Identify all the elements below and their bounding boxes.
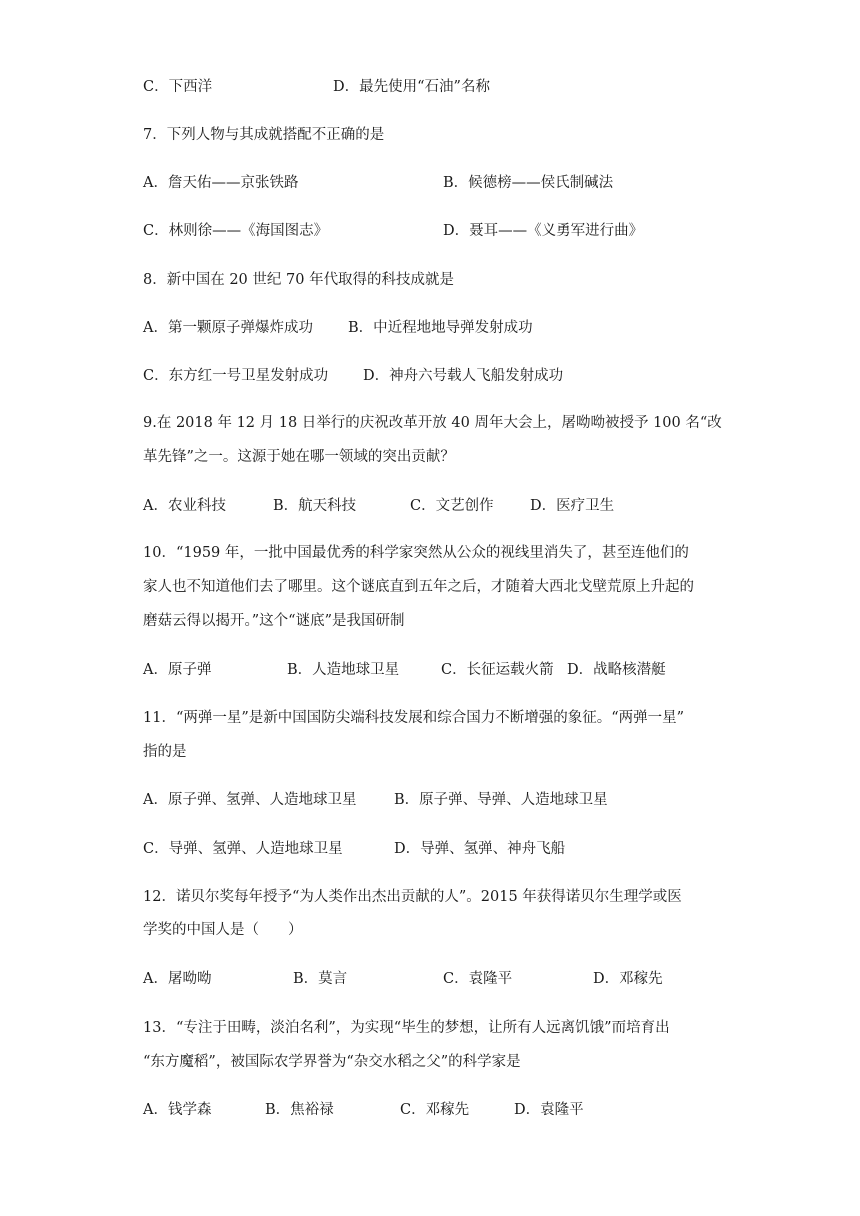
q13-stem-line-1: 13．“专注于田畴，淡泊名利”，为实现“毕生的梦想，让所有人远离饥饿”而培育出	[143, 1020, 670, 1036]
q10-option-d: D．战略核潜艇	[567, 662, 666, 678]
q10-option-c: C．长征运载火箭	[441, 662, 554, 678]
q8-option-b: B．中近程地地导弹发射成功	[348, 320, 533, 336]
q13-stem-line-2: “东方魔稻”，被国际农学界誉为“杂交水稻之父”的科学家是	[143, 1054, 521, 1070]
q13-option-c: C．邓稼先	[400, 1102, 470, 1118]
q7-stem: 7．下列人物与其成就搭配不正确的是	[143, 127, 385, 143]
q13-option-d: D．袁隆平	[514, 1102, 584, 1118]
q10-stem-line-3: 磨菇云得以揭开。”这个“谜底”是我国研制	[143, 613, 405, 629]
q8-stem: 8．新中国在 20 世纪 70 年代取得的科技成就是	[143, 272, 455, 288]
q7-option-a: A．詹天佑——京张铁路	[143, 175, 299, 191]
q6-option-c: C．下西洋	[143, 79, 213, 95]
q12-option-a: A．屠呦呦	[143, 971, 212, 987]
q10-stem-line-1: 10．“1959 年，一批中国最优秀的科学家突然从公众的视线里消失了，甚至连他们的	[143, 545, 689, 561]
q12-stem-line-1: 12．诺贝尔奖每年授予“为人类作出杰出贡献的人”。2015 年获得诺贝尔生理学或医	[143, 889, 682, 905]
q12-option-b: B．莫言	[293, 971, 348, 987]
q11-stem-line-2: 指的是	[143, 744, 187, 760]
q11-option-a: A．原子弹、氢弹、人造地球卫星	[143, 792, 357, 808]
q13-option-b: B．焦裕禄	[265, 1102, 334, 1118]
q11-option-d: D．导弹、氢弹、神舟飞船	[394, 841, 566, 857]
q10-option-a: A．原子弹	[143, 662, 212, 678]
q7-option-c: C．林则徐——《海国图志》	[143, 223, 329, 239]
q9-option-a: A．农业科技	[143, 498, 226, 514]
q9-stem-line-1: 9.在 2018 年 12 月 18 日举行的庆祝改革开放 40 周年大会上，屠呦呦被授予 100 名“改	[143, 415, 722, 431]
q13-option-a: A．钱学森	[143, 1102, 212, 1118]
q11-option-b: B．原子弹、导弹、人造地球卫星	[394, 792, 608, 808]
q8-option-c: C．东方红一号卫星发射成功	[143, 368, 329, 384]
q9-option-d: D．医疗卫生	[530, 498, 615, 514]
q10-stem-line-2: 家人也不知道他们去了哪里。这个谜底直到五年之后，才随着大西北戈壁荒原上升起的	[143, 579, 694, 595]
q9-option-b: B．航天科技	[273, 498, 357, 514]
q6-option-d: D．最先使用“石油”名称	[333, 79, 490, 95]
q10-option-b: B．人造地球卫星	[287, 662, 400, 678]
q9-option-c: C．文艺创作	[410, 498, 494, 514]
q9-stem-line-2: 革先锋”之一。这源于她在哪一领域的突出贡献？	[143, 449, 455, 465]
q7-option-d: D．聂耳——《义勇军进行曲》	[443, 223, 644, 239]
q12-option-d: D．邓稼先	[593, 971, 663, 987]
q8-option-d: D．神舟六号载人飞船发射成功	[363, 368, 564, 384]
q12-option-c: C．袁隆平	[443, 971, 513, 987]
q8-option-a: A．第一颗原子弹爆炸成功	[143, 320, 313, 336]
q11-stem-line-1: 11．“两弹一星”是新中国国防尖端科技发展和综合国力不断增强的象征。“两弹一星”	[143, 710, 685, 726]
q12-stem-line-2: 学奖的中国人是（ ）	[143, 922, 303, 938]
q7-option-b: B．候德榜——侯氏制碱法	[443, 175, 614, 191]
q11-option-c: C．导弹、氢弹、人造地球卫星	[143, 841, 343, 857]
